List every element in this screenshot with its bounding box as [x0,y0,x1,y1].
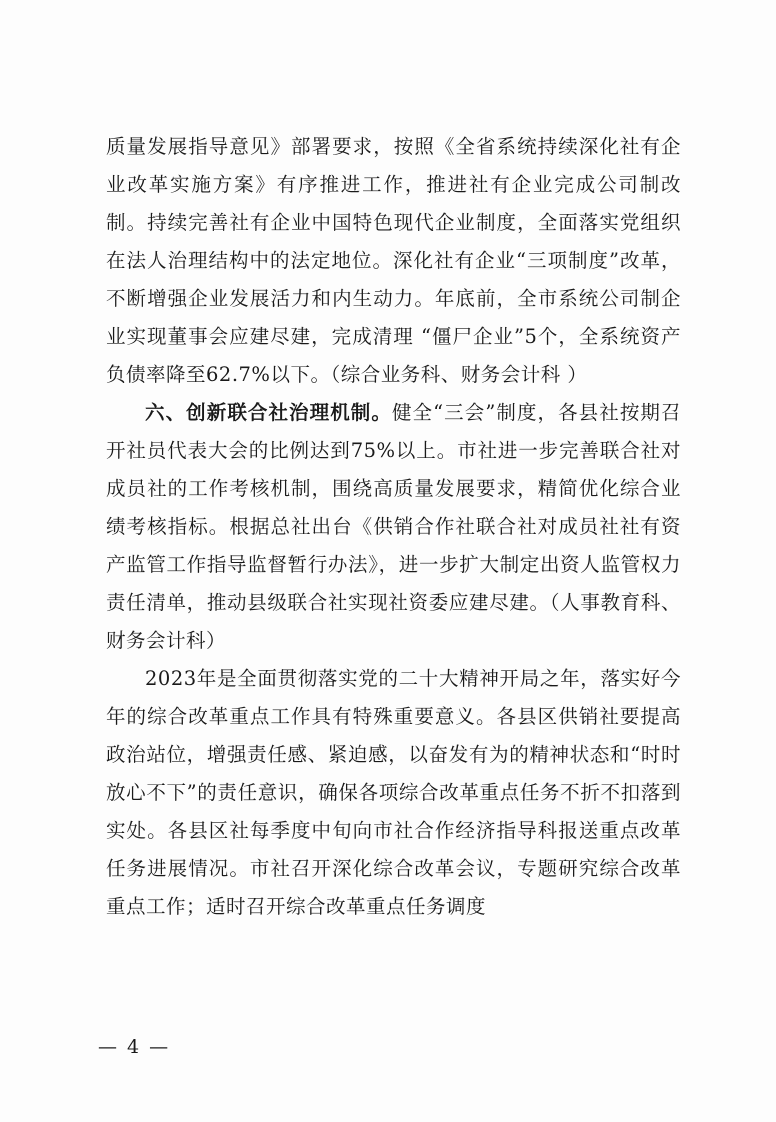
paragraph-section-six [106,394,681,660]
paragraph-conclusion: 2023年是全面贯彻落实党的二十大精神开局之年，落实好今年的综合改革重点工作具有特殊重要意义。各县区供销社要提高政治站位，增强责任感、紧迫感，以奋发有为的精神状态和“时时放心不下”的责任意识，确保各项综合改革重点任务不折不扣落到实处。各县区社每季度中旬向市社合作经济指导科报送重点改革任务进展情况。市社召开深化综合改革会议，专题研究综合改革重点工作；适时召开综合改革重点任务调度 [106,667,681,918]
document-body [106,128,681,926]
section-heading: 六、创新联合社治理机制。 [145,401,392,424]
paragraph-continuation: 质量发展指导意见》部署要求，按照《全省系统持续深化社有企业改革实施方案》有序推进工作，推进社有企业完成公司制改制。持续完善社有企业中国特色现代企业制度，全面落实党组织在法人治理结构中的法定地位。深化社有企业“三项制度”改革，不断增强企业发展活力和内生动力。年底前，全市系统公司制企业实现董事会应建尽建，完成清理 “僵尸企业”5个，全系统资产负债率降至62.7%以下。（综合业务科、财务会计科 ） [106,135,681,386]
page-number: — 4 — [98,1036,171,1058]
section-body-text: 健全“三会”制度，各县社按期召开社员代表大会的比例达到75%以上。市社进一步完善联合社对成员社的工作考核机制，围绕高质量发展要求，精简优化综合业绩考核指标。根据总社出台《供销合作社联合社对成员社社有资产监管工作指导监督暂行办法》，进一步扩大制定出资人监管权力责任清单，推动县级联合社实现社资委应建尽建。（人事教育科、财务会计科） [106,401,681,652]
